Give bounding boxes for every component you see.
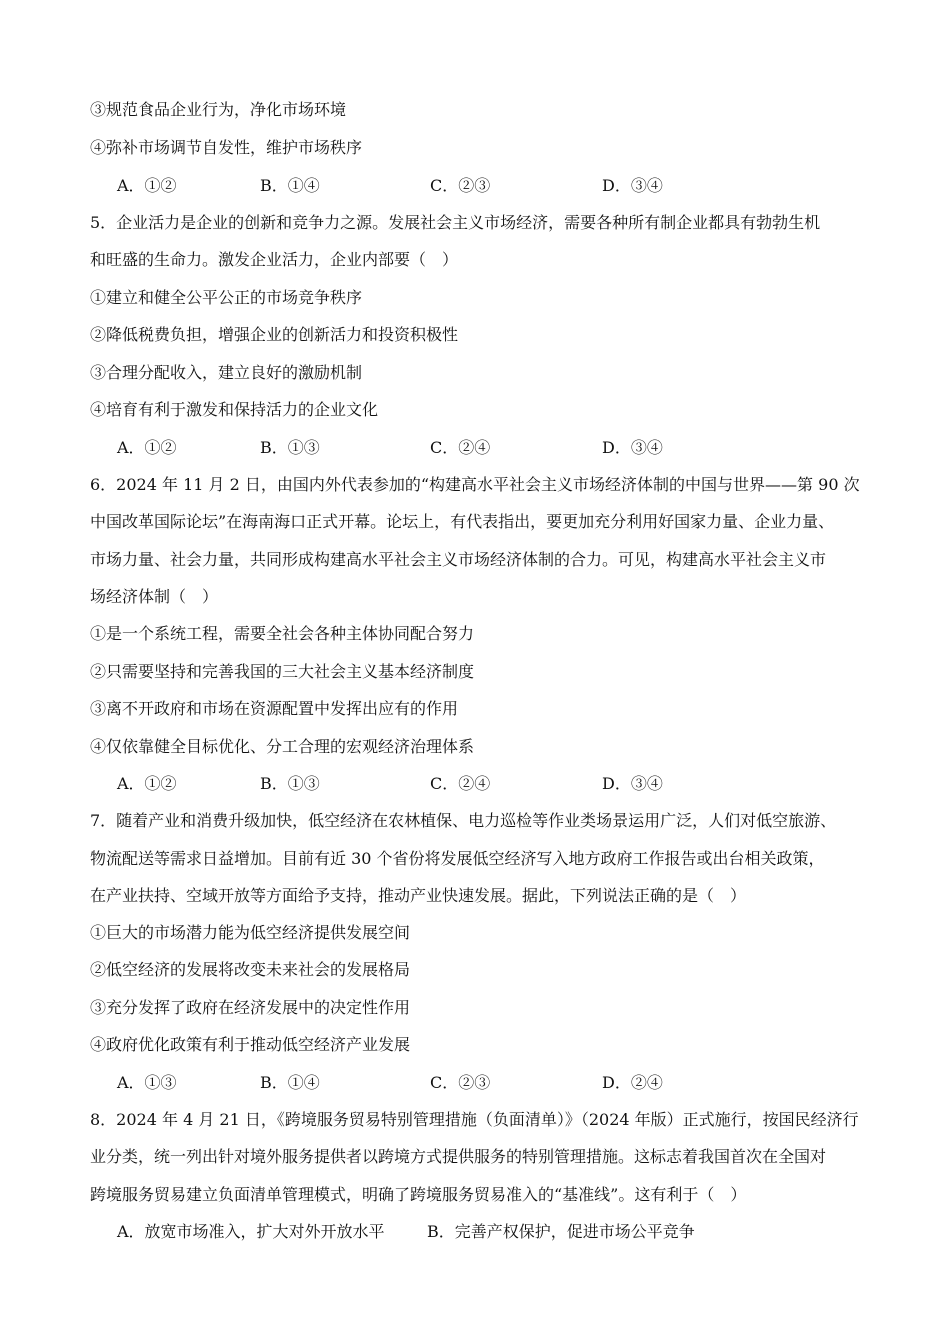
q4-option-c: C．②③ <box>430 176 491 195</box>
q6-stem-line: 中国改革国际论坛”在海南海口正式开幕。论坛上，有代表指出，要更加充分利用好国家力量、企业力量、 <box>90 512 835 531</box>
q6-stem-line: 6．2024 年 11 月 2 日，由国内外代表参加的“构建高水平社会主义市场经济体制的中国与世界——第 90 次 <box>90 475 860 494</box>
q6-item-4: ④仅依靠健全目标优化、分工合理的宏观经济治理体系 <box>90 737 475 756</box>
q4-item-3: ③规范食品企业行为，净化市场环境 <box>90 100 347 119</box>
q6-stem-line: 市场力量、社会力量，共同形成构建高水平社会主义市场经济体制的合力。可见，构建高水平社会主义市 <box>90 550 827 569</box>
q5-item-1: ①建立和健全公平公正的市场竞争秩序 <box>90 288 363 307</box>
q6-item-3: ③离不开政府和市场在资源配置中发挥出应有的作用 <box>90 699 459 718</box>
q6-option-d: D．③④ <box>602 774 663 793</box>
q4-item-4: ④弥补市场调节自发性，维护市场秩序 <box>90 138 363 157</box>
q7-option-c: C．②③ <box>430 1073 491 1092</box>
q7-item-3: ③充分发挥了政府在经济发展中的决定性作用 <box>90 998 411 1017</box>
q5-item-3: ③合理分配收入，建立良好的激励机制 <box>90 363 363 382</box>
q7-stem-line: 在产业扶持、空域开放等方面给予支持，推动产业快速发展。据此，下列说法正确的是（ ） <box>90 886 747 905</box>
q7-item-1: ①巨大的市场潜力能为低空经济提供发展空间 <box>90 923 411 942</box>
q7-option-d: D．②④ <box>602 1073 663 1092</box>
q5-option-d: D．③④ <box>602 438 663 457</box>
q8-option-b: B．完善产权保护，促进市场公平竞争 <box>427 1222 695 1241</box>
q4-option-d: D．③④ <box>602 176 663 195</box>
q6-item-2: ②只需要坚持和完善我国的三大社会主义基本经济制度 <box>90 662 475 681</box>
q6-item-1: ①是一个系统工程，需要全社会各种主体协同配合努力 <box>90 624 475 643</box>
q6-option-c: C．②④ <box>430 774 491 793</box>
q4-option-a: A．①② <box>117 176 177 195</box>
q7-item-4: ④政府优化政策有利于推动低空经济产业发展 <box>90 1035 411 1054</box>
q8-option-a: A．放宽市场准入，扩大对外开放水平 <box>117 1222 385 1241</box>
q5-option-a: A．①② <box>117 438 177 457</box>
q7-option-a: A．①③ <box>117 1073 177 1092</box>
q8-stem-line: 8．2024 年 4 月 21 日，《跨境服务贸易特别管理措施（负面清单）》（2024 年版）正式施行，按国民经济行 <box>90 1110 859 1129</box>
q8-stem-line: 跨境服务贸易建立负面清单管理模式，明确了跨境服务贸易准入的“基准线”。这有利于（ ） <box>90 1185 747 1204</box>
q5-stem-line: 5．企业活力是企业的创新和竞争力之源。发展社会主义市场经济，需要各种所有制企业都具有勃勃生机 <box>90 213 821 232</box>
q7-item-2: ②低空经济的发展将改变未来社会的发展格局 <box>90 960 411 979</box>
q6-option-a: A．①② <box>117 774 177 793</box>
q7-option-b: B．①④ <box>260 1073 320 1092</box>
q8-stem-line: 业分类，统一列出针对境外服务提供者以跨境方式提供服务的特别管理措施。这标志着我国首次在全国对 <box>90 1147 827 1166</box>
q7-stem-line: 7．随着产业和消费升级加快，低空经济在农林植保、电力巡检等作业类场景运用广泛，人们对低空旅游、 <box>90 811 837 830</box>
q5-option-b: B．①③ <box>260 438 320 457</box>
q6-stem-line: 场经济体制（ ） <box>90 587 219 606</box>
q4-option-b: B．①④ <box>260 176 320 195</box>
q7-stem-line: 物流配送等需求日益增加。目前有近 30 个省份将发展低空经济写入地方政府工作报告或出台相关政策， <box>90 849 825 868</box>
q5-option-c: C．②④ <box>430 438 491 457</box>
q5-item-4: ④培育有利于激发和保持活力的企业文化 <box>90 400 379 419</box>
q6-option-b: B．①③ <box>260 774 320 793</box>
q5-stem-line: 和旺盛的生命力。激发企业活力，企业内部要（ ） <box>90 250 459 269</box>
q5-item-2: ②降低税费负担，增强企业的创新活力和投资积极性 <box>90 325 459 344</box>
